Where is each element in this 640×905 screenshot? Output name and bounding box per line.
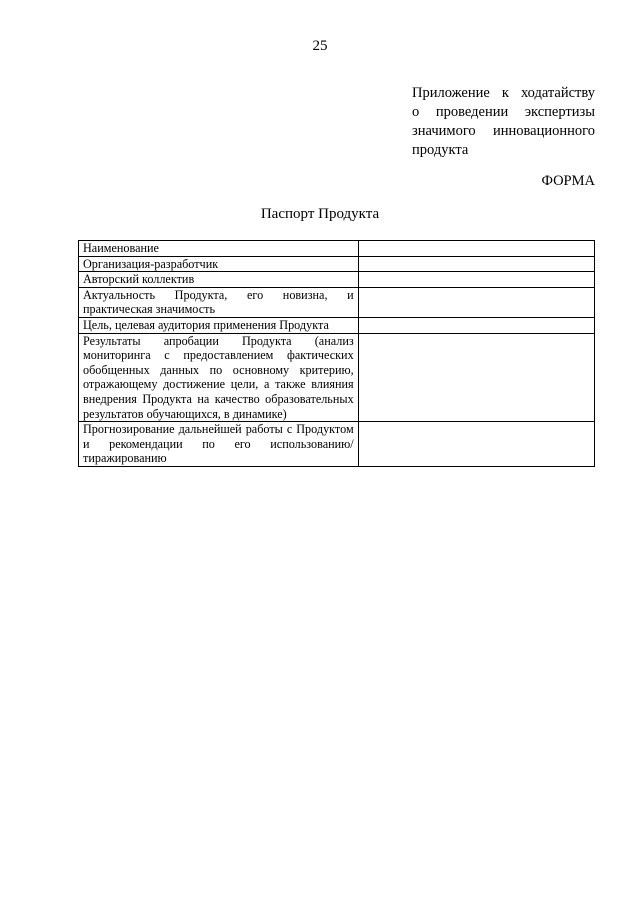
row-label: Организация-разработчик — [79, 256, 359, 272]
appendix-line: о проведении экспертизы — [412, 104, 595, 120]
table-row — [79, 256, 595, 272]
table-row — [79, 422, 595, 467]
table-row — [79, 272, 595, 288]
table-row — [79, 287, 595, 317]
form-label: ФОРМА — [541, 173, 595, 189]
row-value-cell — [358, 241, 594, 257]
row-value-cell — [358, 256, 594, 272]
table-row — [79, 241, 595, 257]
row-label: Цель, целевая аудитория применения Продукта — [79, 317, 359, 333]
appendix-line: Приложение к ходатайству — [412, 85, 595, 101]
appendix-line: продукта — [412, 142, 469, 158]
row-label: Прогнозирование дальнейшей работы с Продуктом и рекомендации по его использованию/тиражированию — [79, 422, 359, 467]
row-label: Результаты апробации Продукта (анализ мониторинга с предоставлением фактических обобщенных данных по основному критерию, отражающему достижение цели, а также влияния внедрения Продукта на качество образовательных результатов обучающихся, в динамике) — [79, 333, 359, 422]
row-label: Актуальность Продукта, его новизна, и практическая значимость — [79, 287, 359, 317]
page-number: 25 — [312, 38, 328, 54]
document-title: Паспорт Продукта — [260, 206, 380, 222]
row-value-cell — [358, 422, 594, 467]
row-label: Наименование — [79, 241, 359, 257]
row-value-cell — [358, 317, 594, 333]
row-value-cell — [358, 333, 594, 422]
row-value-cell — [358, 287, 594, 317]
passport-table — [78, 240, 595, 467]
table-row — [79, 333, 595, 422]
row-label: Авторский коллектив — [79, 272, 359, 288]
row-value-cell — [358, 272, 594, 288]
appendix-note — [412, 84, 595, 160]
table-row — [79, 317, 595, 333]
appendix-line: значимого инновационного — [412, 123, 595, 139]
